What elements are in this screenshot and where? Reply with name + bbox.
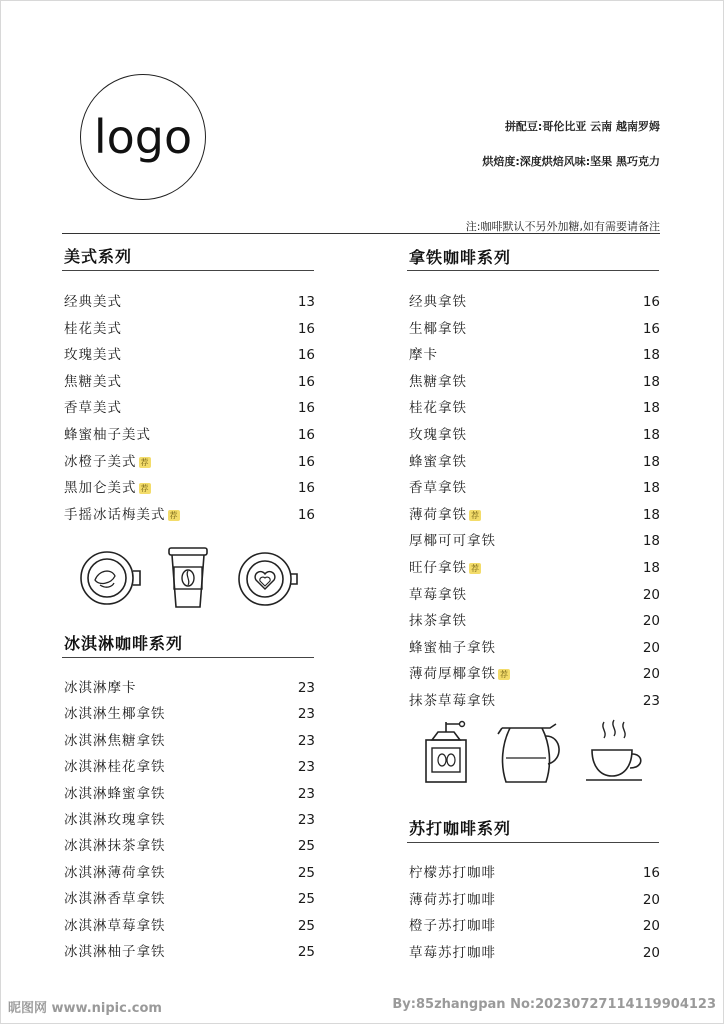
menu-item-name xyxy=(409,289,467,315)
steaming-cup-icon xyxy=(584,718,648,786)
menu-item xyxy=(64,449,315,475)
menu-item-price: 25 xyxy=(297,838,315,855)
menu-item-name-text: 厚椰可可拿铁 xyxy=(409,533,496,550)
menu-item-name xyxy=(64,395,122,421)
menu-item-name-text: 蜂蜜柚子美式 xyxy=(64,427,151,443)
menu-item xyxy=(64,728,315,754)
menu-item-name xyxy=(409,913,496,939)
menu-item-name xyxy=(409,860,496,886)
menu-item-price: 20 xyxy=(642,666,660,683)
recommend-badge: 荐 xyxy=(500,670,508,680)
menu-item-name-text: 冰淇淋桂花拿铁 xyxy=(64,759,166,776)
menu-item-name-text: 薄荷厚椰拿铁 xyxy=(409,666,496,683)
heart-latte-icon xyxy=(236,548,298,610)
soda-title: 苏打咖啡系列 xyxy=(409,819,512,838)
menu-item xyxy=(409,449,660,475)
menu-item-name xyxy=(64,449,151,475)
menu-item-name-text: 抹茶拿铁 xyxy=(409,613,467,630)
menu-item-price: 16 xyxy=(297,400,315,417)
icecream-divider xyxy=(62,657,314,658)
menu-item-name-text: 冰淇淋草莓拿铁 xyxy=(64,917,166,934)
soda-divider xyxy=(407,842,659,843)
menu-item-name xyxy=(64,475,151,501)
menu-item-name-text: 香草美式 xyxy=(64,400,122,417)
menu-item-name-text: 冰淇淋蜂蜜拿铁 xyxy=(64,785,166,802)
menu-item-price: 16 xyxy=(642,865,660,881)
recommend-badge: 荐 xyxy=(471,510,479,520)
latte-divider xyxy=(407,270,659,271)
menu-item-price: 16 xyxy=(642,294,660,310)
menu-item-name xyxy=(64,502,180,528)
menu-item-name xyxy=(64,675,137,701)
menu-item-name-text: 黑加仑美式 xyxy=(64,480,137,497)
menu-item-name xyxy=(64,728,166,754)
menu-item-name-text: 蜂蜜拿铁 xyxy=(409,453,467,470)
menu-item-name xyxy=(64,781,166,807)
menu-item-price: 13 xyxy=(297,294,315,310)
icecream-title: 冰淇淋咖啡系列 xyxy=(64,634,184,653)
menu-item-name xyxy=(409,688,496,714)
menu-item-price: 25 xyxy=(297,917,315,934)
menu-item xyxy=(409,289,660,315)
menu-item xyxy=(409,688,660,714)
menu-item xyxy=(409,475,660,501)
recommend-badge: 荐 xyxy=(140,484,149,494)
menu-item-price: 18 xyxy=(642,560,660,576)
menu-item-price: 20 xyxy=(642,918,660,935)
menu-item-name xyxy=(409,475,467,501)
menu-item xyxy=(64,502,315,528)
menu-item-name xyxy=(409,608,467,634)
menu-item-price: 18 xyxy=(642,373,660,390)
watermark-left: 昵图网 www.nipic.com xyxy=(8,1001,162,1016)
menu-item xyxy=(409,502,660,528)
menu-item xyxy=(64,475,315,501)
menu-item-name-text: 冰橙子美式 xyxy=(64,453,137,470)
menu-item xyxy=(64,316,315,342)
menu-item-name-text: 柠檬苏打咖啡 xyxy=(409,865,496,881)
recommend-badge: 荐 xyxy=(471,564,479,573)
menu-item-name xyxy=(409,422,467,448)
menu-item-name xyxy=(64,913,166,939)
menu-item-name-text: 旺仔拿铁 xyxy=(409,560,467,576)
coffee-grinder-icon xyxy=(420,720,472,786)
menu-item-name-text: 冰淇淋生椰拿铁 xyxy=(64,706,166,723)
menu-item xyxy=(409,369,660,395)
menu-item xyxy=(409,913,660,939)
menu-item xyxy=(64,886,315,912)
menu-item-price: 25 xyxy=(297,864,315,881)
menu-item-name xyxy=(64,754,166,780)
menu-item-price: 25 xyxy=(297,891,315,908)
menu-item-price: 23 xyxy=(642,693,660,709)
menu-item-name-text: 冰淇淋抹茶拿铁 xyxy=(64,838,166,855)
menu-item-price: 20 xyxy=(642,891,660,908)
menu-item-name xyxy=(64,342,122,368)
menu-item-name xyxy=(409,555,481,581)
menu-item-name-text: 焦糖美式 xyxy=(64,373,122,390)
menu-item-name xyxy=(64,860,166,886)
menu-item-price: 25 xyxy=(297,944,315,960)
menu-item-name-text: 玫瑰美式 xyxy=(64,347,122,364)
menu-item-name-text: 手摇冰话梅美式 xyxy=(64,506,166,523)
menu-item-price: 23 xyxy=(297,785,315,802)
menu-item-name-text: 冰淇淋焦糖拿铁 xyxy=(64,732,166,749)
menu-item xyxy=(64,701,315,727)
menu-item xyxy=(409,422,660,448)
menu-item-price: 23 xyxy=(297,680,315,696)
menu-item xyxy=(409,395,660,421)
menu-item xyxy=(64,369,315,395)
menu-item xyxy=(64,860,315,886)
recommend-badge: 荐 xyxy=(140,457,149,467)
americano-title: 美式系列 xyxy=(64,247,133,266)
menu-item-name-text: 冰淇淋摩卡 xyxy=(64,680,137,696)
menu-item xyxy=(64,754,315,780)
menu-item xyxy=(409,342,660,368)
menu-item-name-text: 冰淇淋薄荷拿铁 xyxy=(64,864,166,881)
menu-item-name xyxy=(409,369,467,395)
menu-item xyxy=(64,675,315,701)
menu-item-name-text: 经典美式 xyxy=(64,294,122,310)
menu-item-name-text: 冰淇淋玫瑰拿铁 xyxy=(64,812,166,828)
menu-item xyxy=(64,913,315,939)
menu-item xyxy=(409,555,660,581)
menu-item-name-text: 摩卡 xyxy=(409,347,438,364)
menu-item-name-text: 香草拿铁 xyxy=(409,480,467,497)
menu-item-name xyxy=(409,661,510,687)
menu-item-price: 20 xyxy=(642,944,660,961)
menu-item xyxy=(64,939,315,965)
coffee-pot-icon xyxy=(496,720,568,786)
menu-item-name xyxy=(64,422,151,448)
menu-item-name-text: 玫瑰拿铁 xyxy=(409,427,467,443)
menu-item-name-text: 桂花拿铁 xyxy=(409,400,467,417)
menu-item-price: 20 xyxy=(642,639,660,656)
menu-item-name-text: 抹茶草莓拿铁 xyxy=(409,693,496,709)
menu-item-name-text: 经典拿铁 xyxy=(409,294,467,310)
menu-item-name xyxy=(64,939,166,965)
menu-item-name-text: 蜂蜜柚子拿铁 xyxy=(409,639,496,656)
menu-item-price: 16 xyxy=(297,320,315,337)
menu-item-price: 18 xyxy=(642,506,660,523)
menu-item xyxy=(64,395,315,421)
menu-item-price: 16 xyxy=(297,347,315,364)
menu-item-name xyxy=(409,449,467,475)
menu-item-name-text: 草莓拿铁 xyxy=(409,586,467,603)
menu-item-price: 16 xyxy=(297,506,315,523)
menu-item xyxy=(409,887,660,913)
menu-item-price: 16 xyxy=(297,480,315,497)
header-divider xyxy=(62,233,660,234)
latte-title: 拿铁咖啡系列 xyxy=(409,248,512,267)
menu-item-price: 23 xyxy=(297,812,315,828)
menu-item xyxy=(409,635,660,661)
menu-item-price: 18 xyxy=(642,480,660,497)
menu-item-name-text: 桂花美式 xyxy=(64,320,122,337)
menu-item xyxy=(64,422,315,448)
menu-item-name xyxy=(64,316,122,342)
menu-item xyxy=(409,860,660,886)
menu-item-name xyxy=(409,528,496,554)
menu-item-name-text: 冰淇淋香草拿铁 xyxy=(64,891,166,908)
menu-item-name-text: 薄荷拿铁 xyxy=(409,506,467,523)
menu-item xyxy=(409,316,660,342)
menu-item xyxy=(409,940,660,966)
menu-item xyxy=(409,582,660,608)
menu-item-price: 18 xyxy=(642,400,660,417)
menu-item-price: 18 xyxy=(642,453,660,470)
americano-divider xyxy=(62,270,314,271)
menu-item-name xyxy=(64,886,166,912)
watermark-right: By:85zhangpan No:20230727114119904123 xyxy=(392,997,716,1012)
blend-info: 拼配豆:哥伦比亚 云南 越南罗姆 xyxy=(504,120,660,133)
menu-item xyxy=(64,833,315,859)
menu-item-price: 23 xyxy=(297,732,315,749)
menu-item-name-text: 薄荷苏打咖啡 xyxy=(409,891,496,908)
menu-item xyxy=(409,661,660,687)
menu-item-price: 18 xyxy=(642,347,660,364)
menu-item-name xyxy=(64,369,122,395)
menu-item-name xyxy=(409,887,496,913)
menu-item-name-text: 生椰拿铁 xyxy=(409,320,467,337)
menu-item-name xyxy=(64,289,122,315)
menu-item xyxy=(64,807,315,833)
menu-item-price: 20 xyxy=(642,613,660,630)
logo: logo xyxy=(80,74,206,200)
menu-item xyxy=(64,781,315,807)
menu-item-price: 23 xyxy=(297,759,315,776)
menu-item-name-text: 焦糖拿铁 xyxy=(409,373,467,390)
menu-item-name xyxy=(409,342,438,368)
menu-item-price: 16 xyxy=(297,453,315,470)
menu-item xyxy=(409,528,660,554)
menu-item-price: 20 xyxy=(642,586,660,603)
menu-item-name xyxy=(64,833,166,859)
menu-item-name-text: 冰淇淋柚子拿铁 xyxy=(64,944,166,960)
menu-item-name-text: 橙子苏打咖啡 xyxy=(409,918,496,935)
menu-item-price: 16 xyxy=(297,427,315,443)
menu-item-name-text: 草莓苏打咖啡 xyxy=(409,944,496,961)
menu-item xyxy=(64,289,315,315)
menu-item-name xyxy=(409,582,467,608)
sugar-note: 注:咖啡默认不另外加糖,如有需要请备注 xyxy=(465,220,660,233)
roast-info: 烘焙度:深度烘焙风味:坚果 黑巧克力 xyxy=(482,155,660,168)
recommend-badge: 荐 xyxy=(169,510,178,520)
latte-cup-top-icon xyxy=(78,547,142,609)
menu-item-name xyxy=(409,502,481,528)
menu-item-name xyxy=(64,807,166,833)
menu-item-price: 23 xyxy=(297,706,315,723)
menu-item-name xyxy=(409,635,496,661)
menu-item-price: 16 xyxy=(642,320,660,337)
menu-item-price: 18 xyxy=(642,533,660,550)
takeaway-cup-icon xyxy=(166,545,210,611)
menu-item-name xyxy=(409,395,467,421)
menu-item-price: 18 xyxy=(642,427,660,443)
menu-item-name xyxy=(64,701,166,727)
menu-item xyxy=(409,608,660,634)
menu-item xyxy=(64,342,315,368)
menu-item-name xyxy=(409,316,467,342)
menu-item-price: 16 xyxy=(297,373,315,390)
menu-item-name xyxy=(409,940,496,966)
